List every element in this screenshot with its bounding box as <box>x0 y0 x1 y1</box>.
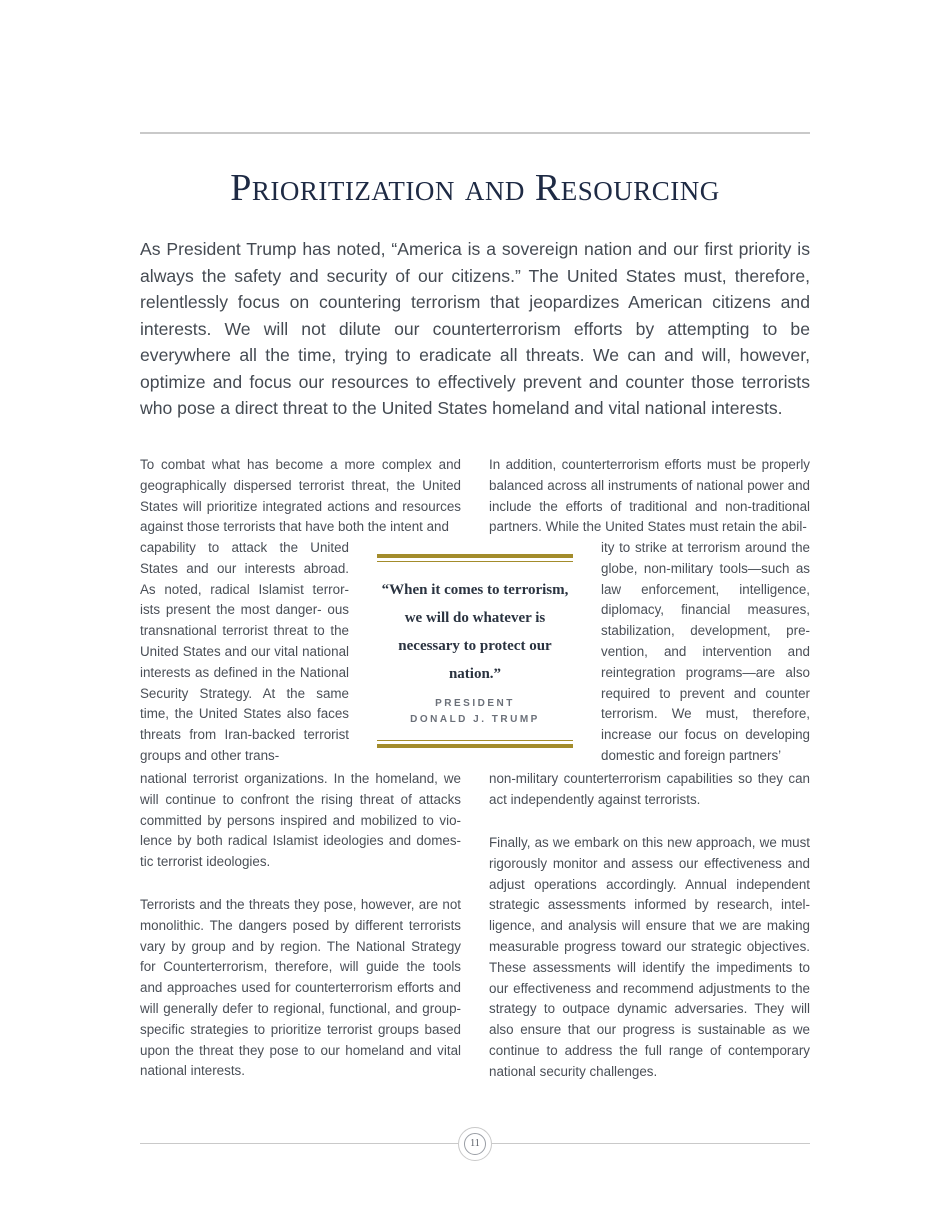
attribution-title: PRESIDENT <box>435 698 515 709</box>
right-paragraph-1-bottom: non-military counterterrorism capabilities so they can act independently against terrorists. <box>489 771 810 807</box>
right-paragraph-1-top: In addition, counterterrorism efforts must be properly balanced across all instruments of national power and include the efforts of traditional and non-traditional partners. While the United States must retain the abil- <box>489 457 810 535</box>
pull-quote-bottom-rule <box>377 740 573 741</box>
left-paragraph-1-top: To combat what has become a more complex and geographically dispersed terrorist threat, the United States will prioritize integrated actions and resources against those terrorists that have both the intent and <box>140 457 461 535</box>
pull-quote-top-rule <box>377 561 573 562</box>
top-divider <box>140 132 810 134</box>
page-title: Prioritization and Resourcing <box>230 167 720 209</box>
page-number: 11 <box>464 1133 486 1155</box>
attribution-name: DONALD J. TRUMP <box>410 714 540 725</box>
pull-quote <box>377 554 573 748</box>
page-number-badge <box>458 1127 492 1161</box>
intro-paragraph: As President Trump has noted, “America is a sovereign nation and our first priority is always the safety and security of our citizens.” The United States must, therefore, relentlessly focus on countering terrorism that jeopardizes American citizens and interests. We will not dilute our counterterrorism efforts by attempting to be everywhere all the time, trying to eradicate all threats. We can and will, however, optimize and focus our resources to effectively prevent and counter those terrorists who pose a direct threat to the United States homeland and vital national interests. <box>140 239 810 418</box>
right-paragraph-1-wrap: ity to strike at terrorism around the globe, non-military tools—such as law enforcement, intelligence, diplomacy, financial measures, stabilization, development, pre- vention, and intervention and reintegration programs—are also required to prevent and counter terrorism. We must, therefore, increase our focus on developing domestic and foreign partners’ <box>601 540 810 763</box>
right-paragraph-2: Finally, as we embark on this new approach, we must rigorously monitor and assess our effectiveness and adjust operations accordingly. Annual independent strategic assessments informed by research, intel- ligence, and analysis will ensure that we are making measurable progress toward our strategic objectives. These assessments will identify the impediments to our effectiveness and recommend adjustments to the strategy to outpace dynamic adversaries. They will also ensure that our progress is sustainable as we continue to address the full range of contemporary national security challenges. <box>489 835 810 1079</box>
left-paragraph-1-bottom: national terrorist organizations. In the homeland, we will continue to confront the rising threat of attacks committed by persons inspired and mobilized to vio- lence by both radical Islamist ideologies and domes- tic terrorist ideologies. <box>140 771 461 870</box>
left-paragraph-2: Terrorists and the threats they pose, however, are not monolithic. The dangers posed by different terrorists vary by group and by region. The National Strategy for Counterterrorism, therefore, will guide the tools and approaches used for counterterrorism efforts and will generally defer to regional, functional, and group-specific strategies to prioritize terrorist groups based upon the threat they pose to our homeland and vital national interests. <box>140 897 461 1079</box>
left-paragraph-1-wrap: capability to attack the United States and our interests abroad. As noted, radical Islamist terror- ists present the most danger- ous transnational terrorist threat to the United States and our vital national interests as defined in the National Security Strategy. At the same time, the United States also faces threats from Iran-backed terrorist groups and other trans- <box>140 540 349 763</box>
pull-quote-attribution <box>377 696 573 728</box>
footer-divider-right <box>492 1143 810 1144</box>
footer-divider-left <box>140 1143 458 1144</box>
pull-quote-text: “When it comes to terrorism, we will do whatever is necessary to protect our nation.” <box>381 582 569 682</box>
